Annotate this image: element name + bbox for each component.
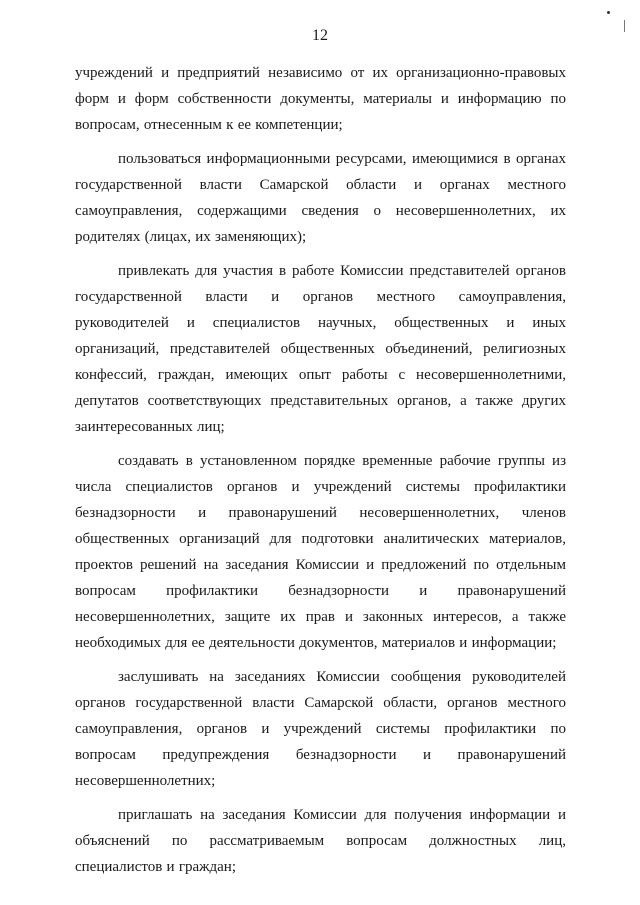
paragraph-information-resources: пользоваться информационными ресурсами, имеющимися в органах государственной власти Самарской области и органах местного самоуправления, содержащими сведения о несовершеннолетних, их родителях (лицах, их заменяющих); (75, 151, 566, 245)
paragraph-invite-officials: приглашать на заседания Комиссии для получения информации и объяснений по рассматриваемым вопросам должностных лиц, специалистов и граждан; (75, 807, 566, 875)
paragraph-continuation: учреждений и предприятий независимо от их организационно-правовых форм и форм собственности документы, материалы и информацию по вопросам, отнесенным к ее компетенции; (75, 65, 566, 133)
paragraph-involve-representatives: привлекать для участия в работе Комиссии представителей органов государственной власти и органов местного самоуправления, руководителей и специалистов научных, общественных и иных организаций, представителей общественных объединений, религиозных конфессий, граждан, имеющих опыт работы с несовершеннолетними, депутатов соответствующих представительных органов, а также других заинтересованных лиц; (75, 263, 566, 435)
scan-dot (607, 11, 610, 14)
document-body (75, 60, 566, 880)
paragraph-hear-reports: заслушивать на заседаниях Комиссии сообщения руководителей органов государственной власти Самарской области, органов местного самоуправления, органов и учреждений системы профилактики по вопросам предупреждения безнадзорности и правонарушений несовершеннолетних; (75, 669, 566, 789)
paragraph-working-groups: создавать в установленном порядке временные рабочие группы из числа специалистов органов и учреждений системы профилактики безнадзорности и правонарушений несовершеннолетних, членов общественных организаций для подготовки аналитических материалов, проектов решений на заседания Комиссии и предложений по отдельным вопросам профилактики безнадзорности и правонарушений несовершеннолетних, защите их прав и законных интересов, а также необходимых для ее деятельности документов, материалов и информации; (75, 453, 566, 651)
page-number: 12 (312, 27, 328, 44)
